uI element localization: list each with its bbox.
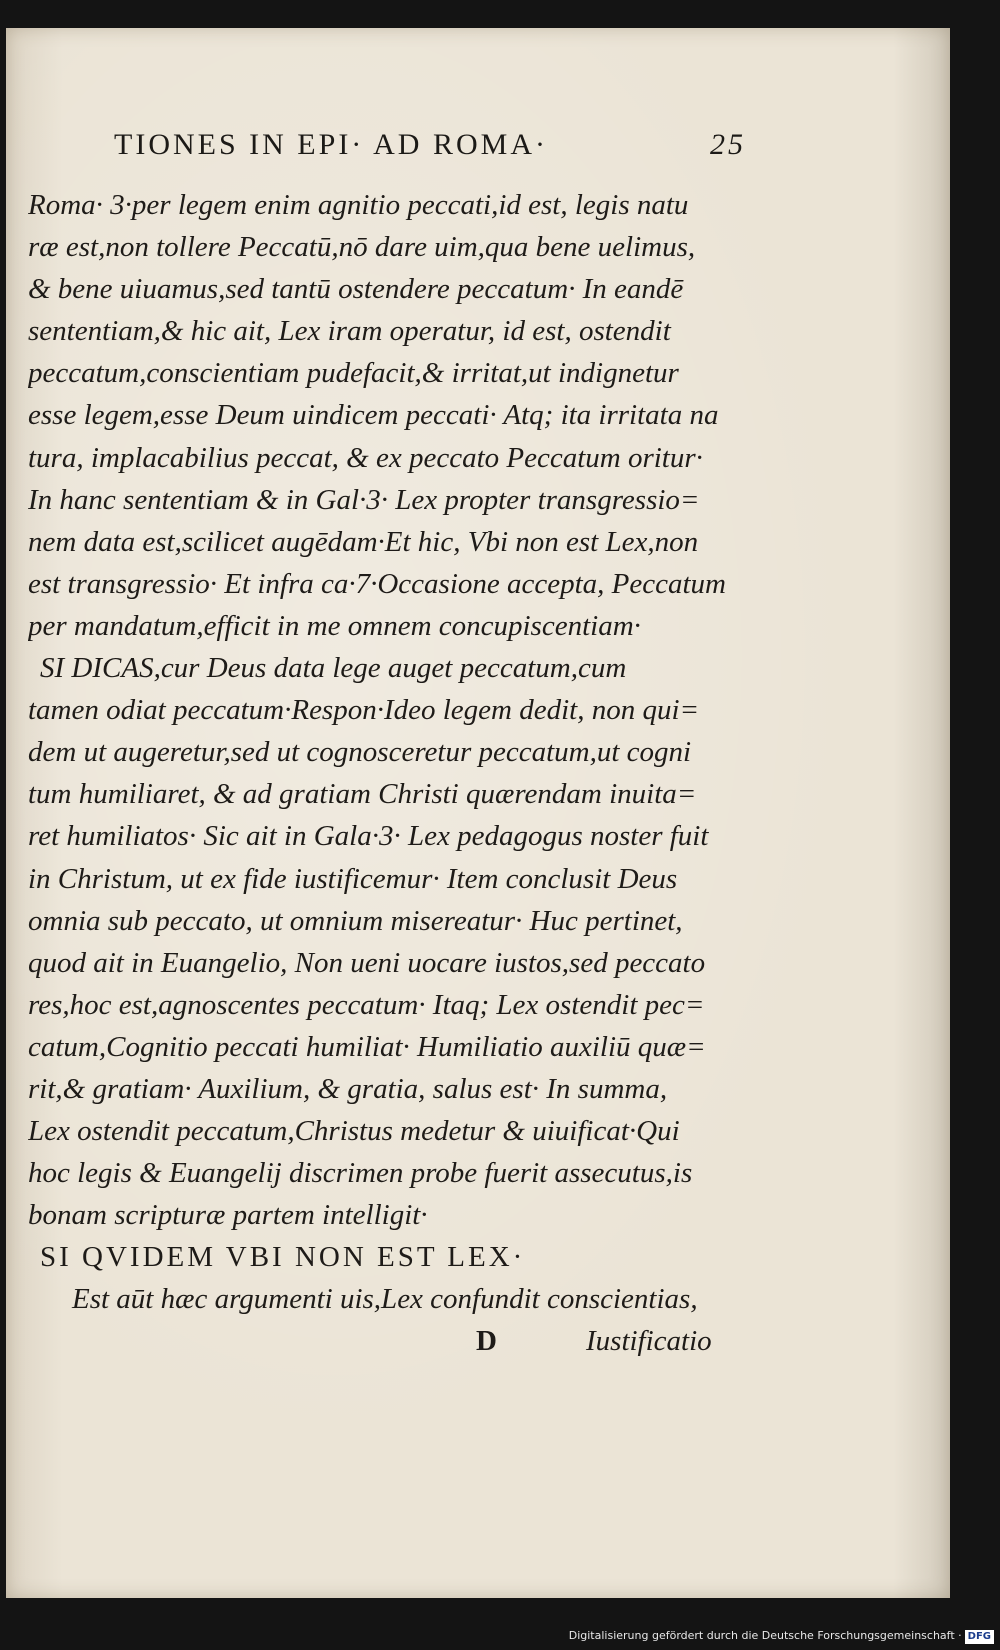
text-line: catum,Cognitio peccati humiliat· Humiliatio auxiliū quæ= — [28, 1030, 706, 1063]
text-line: esse legem,esse Deum uindicem peccati· Atq; ita irritata na — [28, 399, 719, 432]
dfg-logo: DFG — [965, 1630, 994, 1644]
text-line: sententiam,& hic ait, Lex iram operatur, id est, ostendit — [28, 315, 671, 348]
running-head-title: TIONES IN EPI· AD ROMA· — [114, 128, 548, 161]
text-line: res,hoc est,agnoscentes peccatum· Itaq; Lex ostendit pec= — [28, 988, 705, 1021]
text-line: & bene uiuamus,sed tantū ostendere peccatum· In eandē — [28, 273, 684, 306]
text-line: tamen odiat peccatum·Respon·Ideo legem dedit, non qui= — [28, 694, 700, 727]
text-line: nem data est,scilicet augēdam·Et hic, Vbi non est Lex,non — [28, 525, 699, 558]
catchword: Iustificatio — [586, 1325, 712, 1357]
digitization-credit — [569, 1626, 994, 1646]
text-line: SI QVIDEM VBI NON EST LEX· — [40, 1241, 526, 1274]
credit-text: Digitalisierung gefördert durch die Deutsche Forschungsgemeinschaft · — [568, 1629, 962, 1642]
text-line: Est aūt hæc argumenti uis,Lex confundit conscientias, — [72, 1283, 698, 1316]
text-line: Roma· 3·per legem enim agnitio peccati,id est, legis natu — [28, 189, 689, 221]
text-line: tura, implacabilius peccat, & ex peccato Peccatum oritur· — [28, 441, 703, 474]
text-line: in Christum, ut ex fide iustificemur· Item conclusit Deus — [28, 862, 678, 895]
running-head — [106, 128, 746, 168]
signature-mark: D — [476, 1325, 497, 1357]
text-line: quod ait in Euangelio, Non ueni uocare iustos,sed peccato — [28, 946, 706, 979]
text-line: In hanc sententiam & in Gal·3· Lex propter transgressio= — [28, 483, 700, 516]
catch-line — [476, 1325, 766, 1367]
text-line: per mandatum,efficit in me omnem concupiscentiam· — [28, 609, 641, 642]
text-line: SI DICAS,cur Deus data lege auget peccatum,cum — [40, 652, 627, 685]
text-line: est transgressio· Et infra ca·7·Occasione accepta, Peccatum — [28, 567, 726, 600]
text-line: ræ est,non tollere Peccatū,nō dare uim,qua bene uelimus, — [28, 231, 696, 264]
text-line: rit,& gratiam· Auxilium, & gratia, salus est· In summa, — [28, 1072, 668, 1105]
text-line: bonam scripturæ partem intelligit· — [28, 1199, 428, 1232]
text-line: Lex ostendit peccatum,Christus medetur & uiuificat·Qui — [28, 1115, 680, 1148]
text-line: dem ut augeretur,sed ut cognosceretur peccatum,ut cogni — [28, 736, 692, 769]
text-line: ret humiliatos· Sic ait in Gala·3· Lex pedagogus noster fuit — [28, 820, 709, 853]
text-line: peccatum,conscientiam pudefacit,& irritat,ut indignetur — [28, 357, 679, 390]
page-number: 25 — [710, 128, 746, 161]
body-text — [28, 184, 748, 1321]
book-page — [6, 28, 950, 1598]
text-line: hoc legis & Euangelij discrimen probe fuerit assecutus,is — [28, 1157, 693, 1190]
text-line: omnia sub peccato, ut omnium misereatur· Huc pertinet, — [28, 904, 683, 937]
text-line: tum humiliaret, & ad gratiam Christi quærendam inuita= — [28, 778, 697, 811]
